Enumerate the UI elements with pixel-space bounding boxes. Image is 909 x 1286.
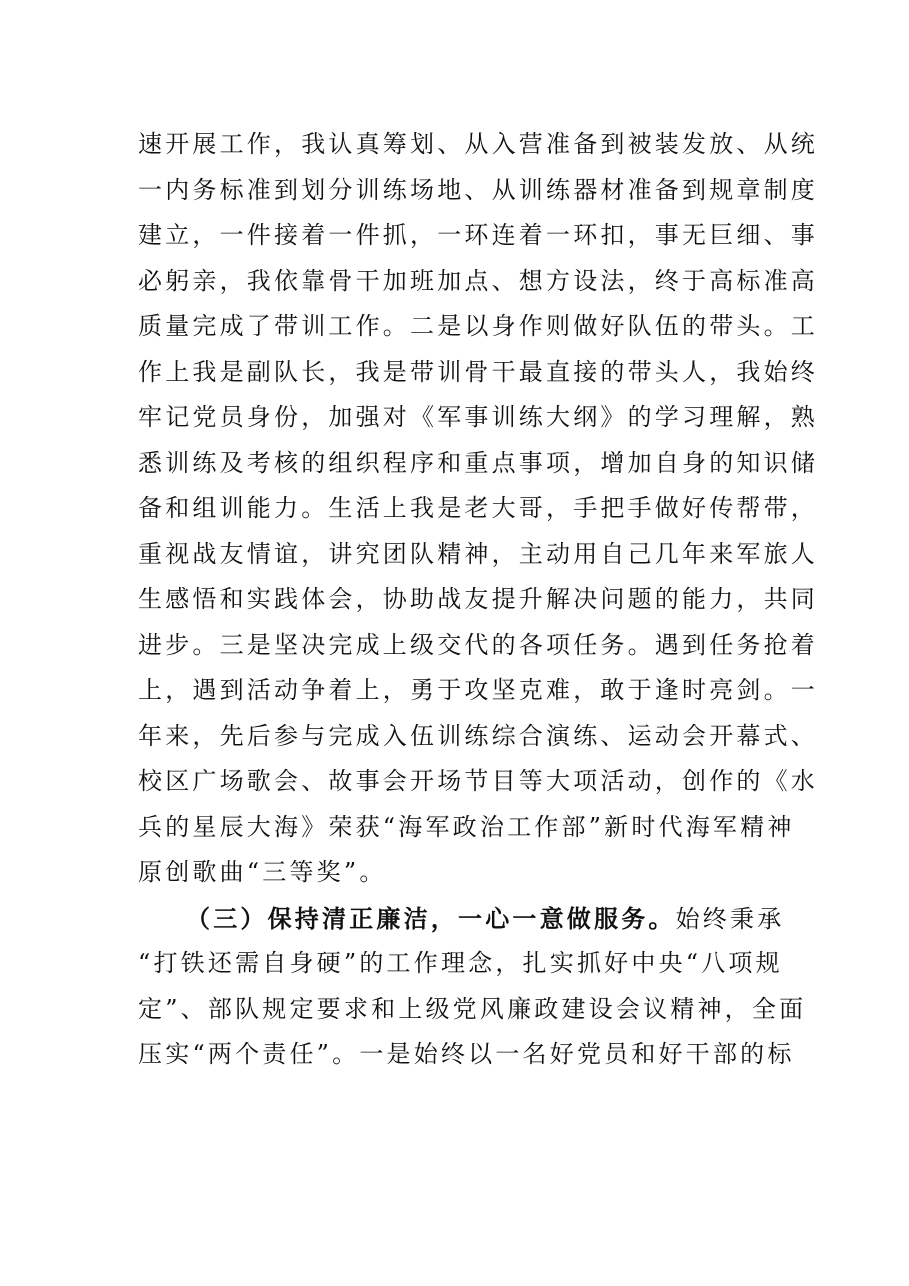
section-heading: （三）保持清正廉洁，一心一意做服务。: [186, 903, 676, 933]
text-line: 原创歌曲“三等奖”。: [138, 858, 387, 886]
text-line: 悉训练及考核的组织程序和重点事项，增加自身的知识储: [138, 448, 818, 477]
text-line: 建立，一件接着一件抓，一环连着一环扣，事无巨细、事: [138, 221, 818, 249]
text-line: 一内务标准到划分训练场地、从训练器材准备到规章制度: [138, 175, 818, 204]
text-line: 牢记党员身份，加强对《军事训练大纲》的学习理解，熟: [138, 403, 818, 431]
text-line: 备和组训能力。生活上我是老大哥，手把手做好传帮带，: [138, 494, 818, 522]
text-line: 质量完成了带训工作。二是以身作则做好队伍的带头。工: [138, 312, 818, 340]
text-line: 速开展工作，我认真筹划、从入营准备到被装发放、从统: [138, 130, 818, 158]
text-line: 作上我是副队长，我是带训骨干最直接的带头人，我始终: [138, 357, 818, 386]
text-line: “打铁还需自身硬”的工作理念，扎实抓好中央“八项规: [138, 949, 783, 977]
text-line: 必躬亲，我依靠骨干加班加点、想方设法，终于高标准高: [138, 266, 818, 295]
text-line: 年来，先后参与完成入伍训练综合演练、运动会开幕式、: [138, 721, 818, 750]
paragraph-first-line: [138, 896, 785, 942]
heading-continuation: 始终秉承: [675, 904, 785, 933]
text-line: 定”、部队规定要求和上级党风廉政建设会议精神，全面: [138, 994, 807, 1023]
text-line: 校区广场歌会、故事会开场节目等大项活动，创作的《水: [138, 767, 818, 795]
body-text: [138, 122, 818, 1078]
text-line: 生感悟和实践体会，协助战友提升解决问题的能力，共同: [138, 585, 818, 613]
paragraph-2: [138, 896, 807, 1078]
text-line: 上，遇到活动争着上，勇于攻坚克难，敢于逢时亮剑。一: [138, 676, 818, 704]
text-line: 兵的星辰大海》荣获“海军政治工作部”新时代海军精神: [138, 812, 795, 841]
paragraph-1: [138, 122, 818, 896]
text-line: 压实“两个责任”。一是始终以一名好党员和好干部的标: [138, 1040, 795, 1068]
text-line: 重视战友情谊，讲究团队精神，主动用自己几年来军旅人: [138, 539, 818, 568]
text-line: 进步。三是坚决完成上级交代的各项任务。遇到任务抢着: [138, 630, 818, 659]
